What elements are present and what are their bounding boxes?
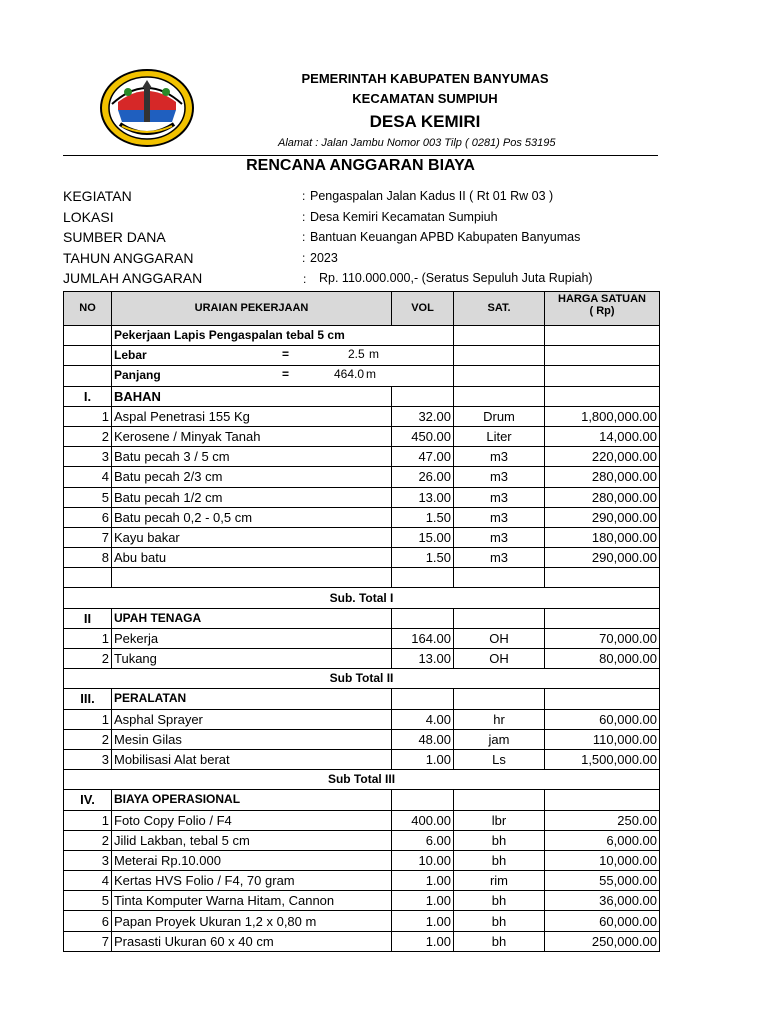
item-sat: m3 bbox=[454, 527, 545, 547]
info-row-jumlah-anggaran bbox=[63, 268, 663, 289]
item-no: 1 bbox=[64, 709, 112, 729]
item-harga: 1,500,000.00 bbox=[545, 749, 660, 769]
item-sat: bh bbox=[454, 911, 545, 931]
item-no: 7 bbox=[64, 527, 112, 547]
table-row bbox=[64, 548, 660, 568]
item-vol: 47.00 bbox=[392, 447, 454, 467]
info-colon: : bbox=[302, 250, 306, 265]
item-no: 2 bbox=[64, 649, 112, 669]
table-row bbox=[64, 830, 660, 850]
item-vol: 164.00 bbox=[392, 628, 454, 648]
table-row bbox=[64, 426, 660, 446]
item-name: Prasasti Ukuran 60 x 40 cm bbox=[112, 931, 392, 951]
table-row bbox=[64, 507, 660, 527]
subtotal-row-peralatan bbox=[64, 770, 660, 790]
item-harga: 280,000.00 bbox=[545, 467, 660, 487]
table-row bbox=[64, 628, 660, 648]
subtotal-label: Sub Total III bbox=[64, 770, 660, 790]
item-no: 5 bbox=[64, 891, 112, 911]
item-name: Batu pecah 2/3 cm bbox=[112, 467, 392, 487]
item-harga: 250.00 bbox=[545, 810, 660, 830]
subtotal-row-upah bbox=[64, 669, 660, 689]
item-no: 8 bbox=[64, 548, 112, 568]
item-vol: 1.00 bbox=[392, 891, 454, 911]
item-no: 5 bbox=[64, 487, 112, 507]
panjang-unit: m bbox=[366, 367, 376, 382]
item-vol: 1.00 bbox=[392, 911, 454, 931]
col-header-uraian: URAIAN PEKERJAAN bbox=[112, 292, 392, 326]
section-no: III. bbox=[64, 689, 112, 709]
panjang-label: Panjang bbox=[114, 368, 161, 383]
item-name: Kayu bakar bbox=[112, 527, 392, 547]
item-no: 4 bbox=[64, 871, 112, 891]
item-vol: 1.00 bbox=[392, 931, 454, 951]
item-sat: hr bbox=[454, 709, 545, 729]
item-sat: jam bbox=[454, 729, 545, 749]
table-header-row bbox=[64, 292, 660, 326]
item-harga: 220,000.00 bbox=[545, 447, 660, 467]
item-name: Pekerja bbox=[112, 628, 392, 648]
table-row bbox=[64, 447, 660, 467]
item-sat: rim bbox=[454, 871, 545, 891]
item-harga: 6,000.00 bbox=[545, 830, 660, 850]
info-label: SUMBER DANA bbox=[63, 229, 166, 245]
table-row bbox=[64, 406, 660, 426]
item-sat: m3 bbox=[454, 548, 545, 568]
section-title: UPAH TENAGA bbox=[112, 608, 392, 628]
item-no: 1 bbox=[64, 628, 112, 648]
col-header-harga-line2: ( Rp) bbox=[589, 305, 615, 317]
item-harga: 280,000.00 bbox=[545, 487, 660, 507]
info-label: JUMLAH ANGGARAN bbox=[63, 270, 203, 286]
item-harga: 60,000.00 bbox=[545, 709, 660, 729]
item-name: Mesin Gilas bbox=[112, 729, 392, 749]
item-vol: 15.00 bbox=[392, 527, 454, 547]
lebar-row bbox=[64, 346, 660, 366]
table-row bbox=[64, 891, 660, 911]
info-colon: : bbox=[302, 230, 306, 244]
col-header-vol: VOL bbox=[392, 292, 454, 326]
item-no: 7 bbox=[64, 931, 112, 951]
table-row bbox=[64, 850, 660, 870]
item-sat: Liter bbox=[454, 426, 545, 446]
item-name: Batu pecah 0,2 - 0,5 cm bbox=[112, 507, 392, 527]
table-row bbox=[64, 709, 660, 729]
item-name: Tinta Komputer Warna Hitam, Cannon bbox=[112, 891, 392, 911]
item-no: 1 bbox=[64, 810, 112, 830]
item-sat: m3 bbox=[454, 507, 545, 527]
info-colon: : bbox=[302, 189, 306, 203]
lebar-cell bbox=[112, 346, 454, 366]
section-row-upah bbox=[64, 608, 660, 628]
item-vol: 32.00 bbox=[392, 406, 454, 426]
table-row bbox=[64, 729, 660, 749]
item-no: 2 bbox=[64, 729, 112, 749]
info-value: Desa Kemiri Kecamatan Sumpiuh bbox=[310, 209, 498, 224]
item-sat: OH bbox=[454, 628, 545, 648]
work-title: Pekerjaan Lapis Pengaspalan tebal 5 cm bbox=[112, 326, 454, 346]
table-row bbox=[64, 911, 660, 931]
item-name: Batu pecah 1/2 cm bbox=[112, 487, 392, 507]
item-sat: m3 bbox=[454, 467, 545, 487]
item-sat: OH bbox=[454, 649, 545, 669]
item-sat: bh bbox=[454, 891, 545, 911]
item-vol: 1.00 bbox=[392, 871, 454, 891]
section-row-bahan bbox=[64, 386, 660, 406]
item-vol: 400.00 bbox=[392, 810, 454, 830]
info-value: Pengaspalan Jalan Kadus II ( Rt 01 Rw 03 ) bbox=[310, 189, 554, 203]
info-value: Rp. 110.000.000,- (Seratus Sepuluh Juta Rupiah) bbox=[319, 271, 593, 285]
item-name: Kerosene / Minyak Tanah bbox=[112, 426, 392, 446]
document-title: RENCANA ANGGARAN BIAYA bbox=[246, 157, 475, 174]
panjang-row bbox=[64, 366, 660, 386]
item-no: 3 bbox=[64, 749, 112, 769]
lebar-eq: = bbox=[282, 347, 290, 362]
table-row bbox=[64, 487, 660, 507]
upah-items bbox=[64, 628, 660, 668]
item-sat: bh bbox=[454, 931, 545, 951]
section-no: IV. bbox=[64, 790, 112, 810]
panjang-cell bbox=[112, 366, 454, 386]
item-vol: 450.00 bbox=[392, 426, 454, 446]
item-name: Foto Copy Folio / F4 bbox=[112, 810, 392, 830]
item-harga: 290,000.00 bbox=[545, 548, 660, 568]
item-no: 6 bbox=[64, 507, 112, 527]
item-name: Papan Proyek Ukuran 1,2 x 0,80 m bbox=[112, 911, 392, 931]
table-row bbox=[64, 467, 660, 487]
item-harga: 55,000.00 bbox=[545, 871, 660, 891]
item-vol: 10.00 bbox=[392, 850, 454, 870]
operasional-items bbox=[64, 810, 660, 951]
item-harga: 110,000.00 bbox=[545, 729, 660, 749]
item-harga: 290,000.00 bbox=[545, 507, 660, 527]
item-name: Aspal Penetrasi 155 Kg bbox=[112, 406, 392, 426]
section-no: I. bbox=[64, 386, 112, 406]
table-row bbox=[64, 649, 660, 669]
section-no: II bbox=[64, 608, 112, 628]
section-row-operasional bbox=[64, 790, 660, 810]
table-row bbox=[64, 749, 660, 769]
item-harga: 70,000.00 bbox=[545, 628, 660, 648]
item-sat: Ls bbox=[454, 749, 545, 769]
activity-info bbox=[63, 186, 663, 289]
item-name: Batu pecah 3 / 5 cm bbox=[112, 447, 392, 467]
item-sat: bh bbox=[454, 830, 545, 850]
bahan-items bbox=[64, 406, 660, 568]
info-colon: : bbox=[302, 209, 306, 224]
info-row-sumber-dana bbox=[63, 227, 663, 248]
item-name: Meterai Rp.10.000 bbox=[112, 850, 392, 870]
header-village: DESA KEMIRI bbox=[369, 112, 481, 131]
item-harga: 14,000.00 bbox=[545, 426, 660, 446]
lebar-value: 2.5 bbox=[348, 347, 365, 362]
info-row-tahun-anggaran bbox=[63, 248, 663, 269]
section-title: BAHAN bbox=[112, 386, 392, 406]
subtotal-row-bahan bbox=[64, 588, 660, 608]
table-row bbox=[64, 871, 660, 891]
item-sat: Drum bbox=[454, 406, 545, 426]
item-vol: 1.50 bbox=[392, 507, 454, 527]
item-vol: 48.00 bbox=[392, 729, 454, 749]
item-name: Mobilisasi Alat berat bbox=[112, 749, 392, 769]
info-colon: : bbox=[303, 272, 307, 286]
banyumas-emblem-logo bbox=[98, 66, 196, 148]
item-vol: 4.00 bbox=[392, 709, 454, 729]
subtotal-label: Sub Total II bbox=[64, 669, 660, 689]
item-no: 4 bbox=[64, 467, 112, 487]
item-no: 2 bbox=[64, 426, 112, 446]
table-row bbox=[64, 810, 660, 830]
col-header-harga-line1: HARGA SATUAN bbox=[558, 293, 646, 305]
item-harga: 250,000.00 bbox=[545, 931, 660, 951]
work-title-row bbox=[64, 326, 660, 346]
section-title: BIAYA OPERASIONAL bbox=[112, 790, 392, 810]
blank-row bbox=[64, 568, 660, 588]
peralatan-items bbox=[64, 709, 660, 770]
item-vol: 13.00 bbox=[392, 649, 454, 669]
item-sat: bh bbox=[454, 850, 545, 870]
subtotal-label: Sub. Total I bbox=[64, 588, 660, 608]
item-no: 1 bbox=[64, 406, 112, 426]
item-no: 2 bbox=[64, 830, 112, 850]
item-harga: 10,000.00 bbox=[545, 850, 660, 870]
item-vol: 1.50 bbox=[392, 548, 454, 568]
info-label: KEGIATAN bbox=[63, 188, 132, 204]
item-vol: 6.00 bbox=[392, 830, 454, 850]
panjang-value: 464.0 bbox=[334, 367, 365, 382]
info-value: 2023 bbox=[310, 250, 338, 265]
header-government: PEMERINTAH KABUPATEN BANYUMAS bbox=[301, 71, 549, 86]
panjang-eq: = bbox=[282, 367, 290, 382]
section-title: PERALATAN bbox=[112, 689, 392, 709]
info-label: TAHUN ANGGARAN bbox=[63, 249, 194, 266]
budget-table bbox=[63, 291, 660, 952]
item-vol: 26.00 bbox=[392, 467, 454, 487]
col-header-harga bbox=[545, 292, 660, 326]
item-sat: m3 bbox=[454, 447, 545, 467]
item-harga: 36,000.00 bbox=[545, 891, 660, 911]
table-row bbox=[64, 527, 660, 547]
header-divider bbox=[63, 155, 658, 156]
item-sat: m3 bbox=[454, 487, 545, 507]
item-no: 3 bbox=[64, 447, 112, 467]
header-district: KECAMATAN SUMPIUH bbox=[352, 91, 498, 106]
info-value: Bantuan Keuangan APBD Kabupaten Banyumas bbox=[310, 230, 581, 244]
col-header-no: NO bbox=[64, 292, 112, 326]
info-row-kegiatan bbox=[63, 186, 663, 207]
item-harga: 1,800,000.00 bbox=[545, 406, 660, 426]
item-name: Tukang bbox=[112, 649, 392, 669]
section-row-peralatan bbox=[64, 689, 660, 709]
lebar-label: Lebar bbox=[114, 348, 147, 363]
item-name: Asphal Sprayer bbox=[112, 709, 392, 729]
lebar-unit: m bbox=[369, 347, 379, 362]
table-row bbox=[64, 931, 660, 951]
item-vol: 13.00 bbox=[392, 487, 454, 507]
item-no: 6 bbox=[64, 911, 112, 931]
item-harga: 180,000.00 bbox=[545, 527, 660, 547]
item-vol: 1.00 bbox=[392, 749, 454, 769]
header-address: Alamat : Jalan Jambu Nomor 003 Tilp ( 0281) Pos 53195 bbox=[278, 137, 556, 149]
item-harga: 80,000.00 bbox=[545, 649, 660, 669]
item-name: Kertas HVS Folio / F4, 70 gram bbox=[112, 871, 392, 891]
col-header-sat: SAT. bbox=[454, 292, 545, 326]
info-row-lokasi bbox=[63, 207, 663, 228]
item-no: 3 bbox=[64, 850, 112, 870]
item-name: Abu batu bbox=[112, 548, 392, 568]
item-sat: lbr bbox=[454, 810, 545, 830]
info-label: LOKASI bbox=[63, 208, 114, 225]
item-harga: 60,000.00 bbox=[545, 911, 660, 931]
item-name: Jilid Lakban, tebal 5 cm bbox=[112, 830, 392, 850]
